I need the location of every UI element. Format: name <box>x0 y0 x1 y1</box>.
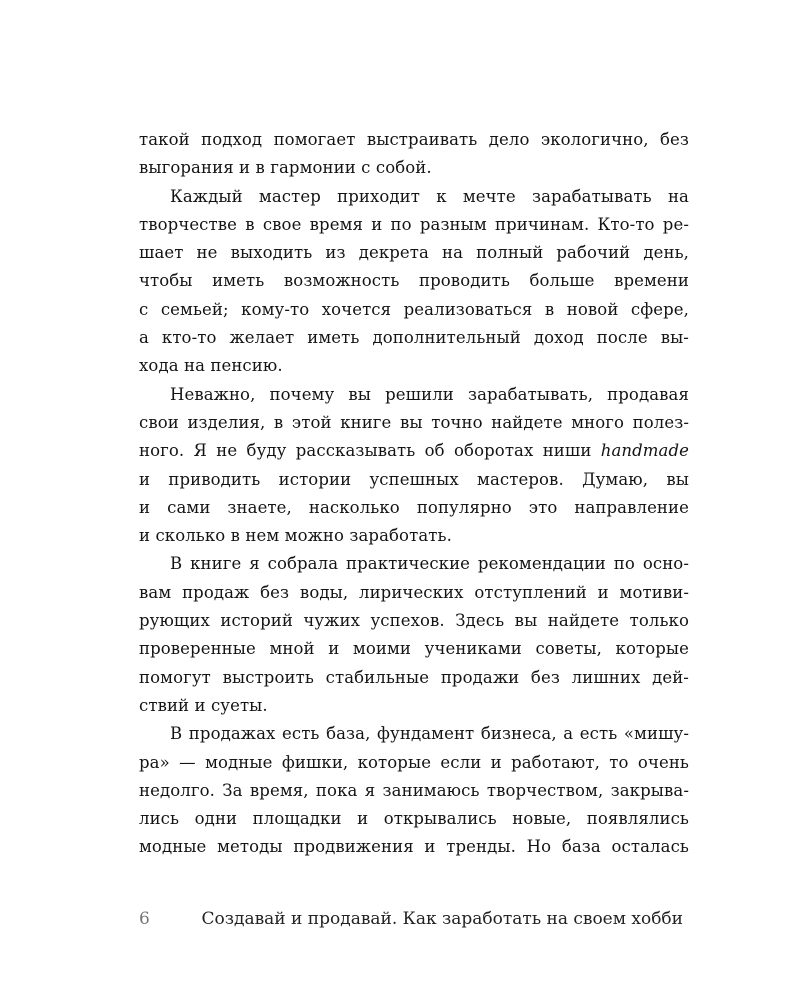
text-line: модные методы продвижения и тренды. Но база осталась <box>139 837 689 857</box>
text-line: ра» — модные фишки, которые если и работают, то очень <box>139 752 689 772</box>
text-line-with-italic <box>139 437 689 465</box>
paragraph-1 <box>139 126 689 183</box>
text-line: хода на пенсию. <box>139 356 283 376</box>
page-footer <box>139 909 689 939</box>
text-line: и сами знаете, насколько популярно это направление <box>139 497 689 517</box>
body-text <box>139 126 689 862</box>
text-line: ствий и суеты. <box>139 695 268 715</box>
text-line: В продажах есть база, фундамент бизнеса, а есть «мишу- <box>170 724 689 744</box>
text-line: чтобы иметь возможность проводить больше времени <box>139 271 689 291</box>
text-line: Неважно, почему вы решили зарабатывать, продавая <box>170 384 689 404</box>
text-line: такой подход помогает выстраивать дело экологично, без <box>139 130 689 149</box>
page-number: 6 <box>139 909 150 929</box>
text-line: В книге я собрала практические рекомендации по осно- <box>170 554 689 574</box>
text-line: с семьей; кому-то хочется реализоваться в новой сфере, <box>139 299 689 319</box>
paragraph-4 <box>139 550 689 720</box>
text-line: и приводить истории успешных мастеров. Думаю, вы <box>139 469 689 489</box>
text-line: творчестве в свое время и по разным причинам. Кто-то ре- <box>139 214 689 234</box>
paragraph-3 <box>139 381 689 551</box>
italic-handmade-term: handmade <box>600 441 689 461</box>
text-line: рующих историй чужих успехов. Здесь вы найдете только <box>139 611 689 631</box>
text-line: вам продаж без воды, лирических отступлений и мотиви- <box>139 582 689 602</box>
text-line: а кто-то желает иметь дополнительный доход после вы- <box>139 328 689 348</box>
text-line: выгорания и в гармонии с собой. <box>139 158 432 178</box>
text-line: лись одни площадки и открывались новые, появлялись <box>139 809 689 829</box>
text-line: и сколько в нем можно заработать. <box>139 526 452 546</box>
text-segment: ного. Я не буду рассказывать об оборотах ниши <box>139 441 601 461</box>
text-line: шает не выходить из декрета на полный рабочий день, <box>139 243 689 263</box>
text-line: недолго. За время, пока я занимаюсь творчеством, закрыва- <box>139 780 689 800</box>
text-line: проверенные мной и моими учениками советы, которые <box>139 639 689 659</box>
paragraph-2 <box>139 183 689 381</box>
running-title: Создавай и продавай. Как заработать на своем хобби <box>201 909 683 929</box>
text-line: свои изделия, в этой книге вы точно найдете много полез- <box>139 412 689 432</box>
text-line: Каждый мастер приходит к мечте зарабатывать на <box>170 186 689 206</box>
text-line: помогут выстроить стабильные продажи без лишних дей- <box>139 667 689 687</box>
paragraph-5 <box>139 720 689 861</box>
